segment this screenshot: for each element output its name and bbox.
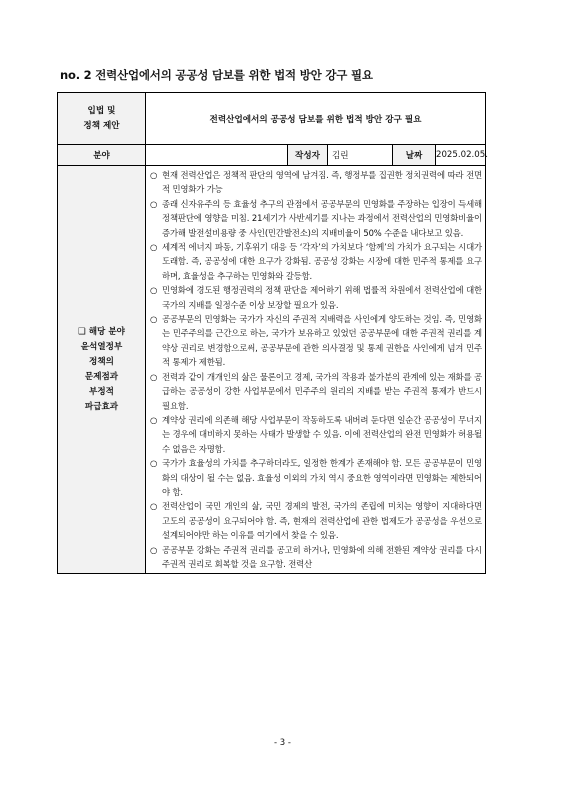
bullet-paragraph [150,413,482,456]
side-label-line: 정책의 [89,356,114,367]
proposal-title: 전력산업에서의 공공성 담보를 위한 법적 방안 강구 필요 [146,93,486,145]
bullet-paragraph [150,168,482,197]
bullet-paragraph [150,370,482,413]
bullet-paragraph [150,240,482,283]
page-number: - 3 - [274,738,291,748]
bullet-paragraph [150,283,482,312]
paragraph-text: 전력과 같이 개개인의 삶은 물론이고 경제, 국가의 작용과 불가분의 관계에 있는 재화를 공급하는 공공성이 강한 사업부문에서 민주주의 원리의 지배를 받는 주권적 통제가 반드시 필요함. [162,371,482,411]
bullet-paragraph [150,456,482,499]
side-label-line: 문제점과 [84,371,119,382]
side-label-cell [58,166,146,574]
proposal-table [57,92,486,574]
paragraph-text: 국가가 효율성의 가치를 추구하더라도, 일정한 한계가 존재해야 함. 모든 공공부문이 민영화의 대상이 될 수는 없음. 효율성 이외의 가치 역시 중요한 영역이라면 민영화는 제한되어야 함. [162,458,482,497]
circle-bullet-icon: ○ [150,285,158,296]
field-label: 분야 [58,145,146,166]
circle-bullet-icon: ○ [150,458,158,469]
circle-bullet-icon: ○ [150,544,158,555]
date-value: 2025.02.05. [436,145,486,166]
paragraph-text: 공공부문의 민영화는 국가가 자신의 주권적 지배력을 사인에게 양도하는 것임. 즉, 민영화는 민주주의를 근간으로 하는, 국가가 보유하고 있었던 공공부문에 대한 주권적 권리를 계약상 권리로 변경함으로써, 공공부문에 관한 의사결정 및 통제 권한을 사인에게 넘겨 민주적 통제가 제한됨. [162,314,482,368]
side-label-line: 부정적 [89,386,114,397]
paragraph-text: 계약상 권리에 의존해 해당 사업부문이 작동하도록 내버려 둔다면 일순간 공공성이 무너지는 경우에 대비하지 못하는 사태가 발생할 수 있음. 이에 전력산업의 완전 민영화가 허용될 수 없음은 자명함. [162,414,482,454]
bullet-paragraph [150,312,482,370]
date-label: 날짜 [393,145,436,166]
content-cell [146,166,486,574]
proposal-label-cell [58,93,146,145]
paragraph-text: 전력산업이 국민 개인의 삶, 국민 경제의 발전, 국가의 존립에 미치는 영향이 지대하다면 고도의 공공성이 요구되어야 함. 즉, 현재의 전력산업에 관한 법제도가 공공성을 우선으로 설계되어야만 하는 이유를 여기에서 찾을 수 있음. [162,501,482,541]
side-label-line: 파급효과 [84,401,119,412]
bullet-paragraph [150,499,482,542]
side-label-line: ❑ 해당 분야 [78,326,125,337]
paragraph-text: 세계적 에너지 파동, 기후위기 대응 등 ‘각자’의 가치보다 ‘함께’의 가치가 요구되는 시대가 도래함. 즉, 공공성에 대한 요구가 강화됨. 공공성 강화는 시장에 대한 민주적 통제를 요구하며, 효율성을 추구하는 민영화와 갈등함. [162,242,482,281]
circle-bullet-icon: ○ [150,170,158,180]
circle-bullet-icon: ○ [150,371,158,382]
circle-bullet-icon: ○ [150,242,158,253]
circle-bullet-icon: ○ [150,501,158,512]
proposal-label-line2: 정책 제안 [83,120,120,131]
author-value: 김린 [328,145,393,166]
field-value [146,145,288,166]
paragraph-text: 종래 신자유주의 등 효율성 추구의 관점에서 공공부문의 민영화를 주장하는 입장이 득세해 정책판단에 영향을 미침. 21세기가 사반세기를 지나는 과정에서 전력산업의 민영화비율이 증가해 발전설비용량 중 사인(민간발전소)의 지배비율이 50% 수준을 내다보고 있음. [162,198,482,238]
circle-bullet-icon: ○ [150,314,158,325]
page-heading: no. 2 전력산업에서의 공공성 담보를 위한 법적 방안 강구 필요 [60,68,373,82]
circle-bullet-icon: ○ [150,198,158,209]
paragraph-text: 현재 전력산업은 정책적 판단의 영역에 남겨짐. 즉, 행정부를 집권한 정치권력에 따라 전면적 민영화가 가능 [162,170,482,195]
paragraph-text: 공공부문 강화는 주권적 권리를 공고히 하거나, 민영화에 의해 전환된 계약상 권리를 다시 주권적 권리로 회복할 것을 요구함. 전력산 [162,544,482,569]
proposal-label-line1: 입법 및 [87,105,116,116]
circle-bullet-icon: ○ [150,414,158,425]
bullet-paragraph [150,543,482,572]
author-label: 작성자 [288,145,328,166]
side-label-line: 윤석열정부 [80,341,123,352]
bullet-paragraph [150,197,482,240]
paragraph-text: 민영화에 경도된 행정권력의 정책 판단을 제어하기 위해 법률적 차원에서 전력산업에 대한 국가의 지배를 일정수준 이상 보장할 필요가 있음. [162,285,482,310]
